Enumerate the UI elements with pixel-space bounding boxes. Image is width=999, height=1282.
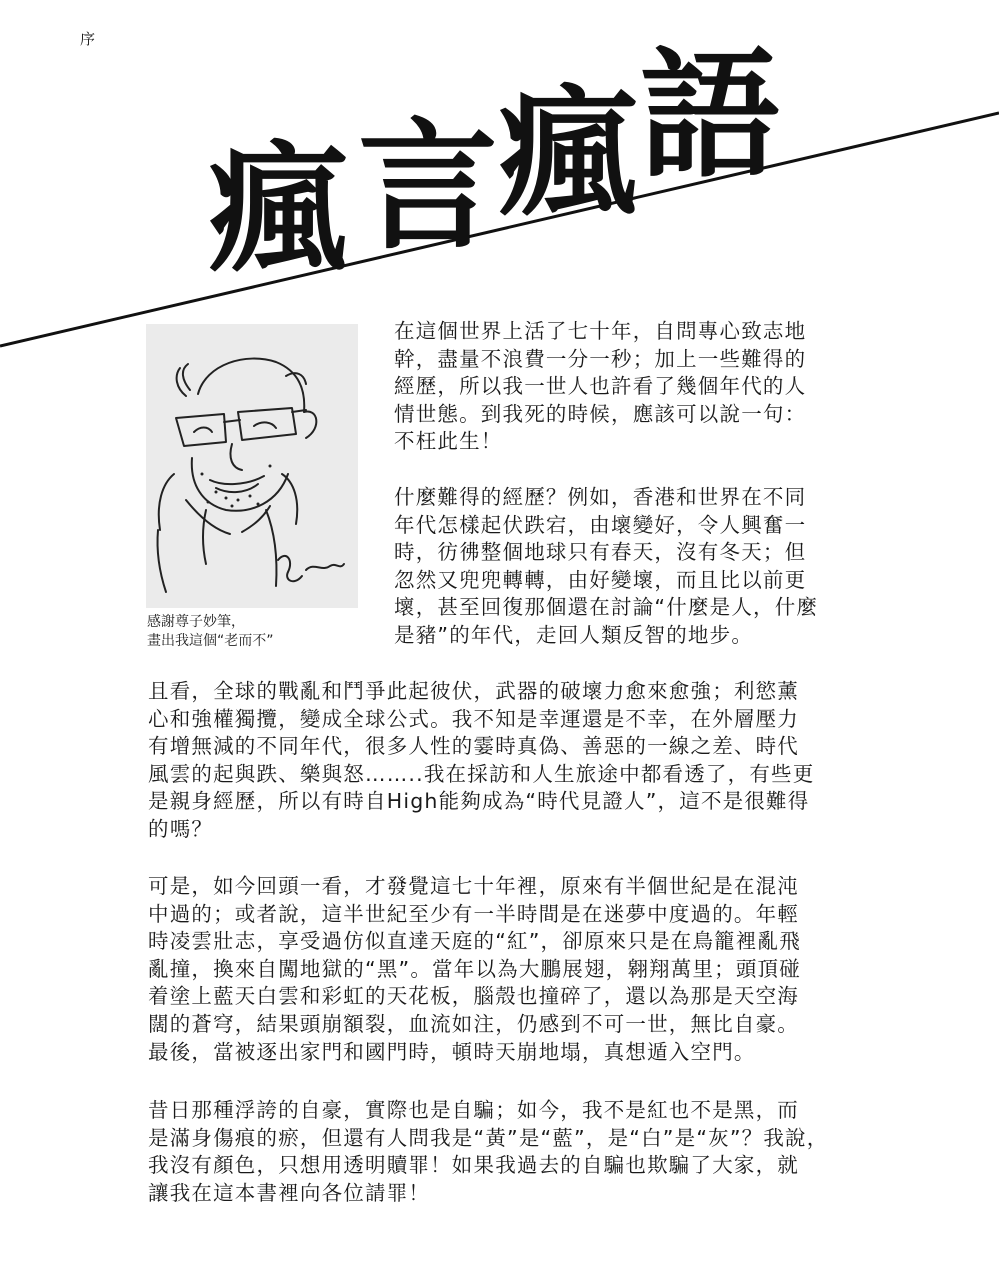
text-line: 壞，甚至回復那個還在討論“什麼是人，什麼 [394,595,819,620]
text-line: 時，彷彿整個地球只有春天，沒有冬天；但 [394,540,807,565]
text-line: 年代怎樣起伏跌宕，由壞變好，令人興奮一 [394,512,807,537]
text-line: 最後，當被逐出家門和國門時，頓時天崩地塌，真想遁入空門。 [148,1039,756,1064]
title-char-4: 語 [640,35,781,198]
text-line: 什麼難得的經歷？例如，香港和世界在不同 [394,485,807,509]
text-line: 幹，盡量不浪費一分一秒；加上一些難得的 [394,346,807,371]
text-line: 讓我在這本書裡向各位請罪！ [148,1180,431,1205]
caption-line: 畫出我這個“老而不” [147,633,274,649]
text-line: 是親身經歷，所以有時自High能夠成為“時代見證人”，這不是很難得 [148,789,810,814]
text-line: 是豬”的年代，走回人類反智的地步。 [394,622,754,647]
text-line: 的嗎？ [148,816,214,841]
text-line: 不枉此生！ [394,429,503,454]
title-char-1: 瘋 [208,129,349,292]
text-line: 情世態。到我死的時候，應該可以說一句： [394,401,807,426]
text-line: 心和強權獨攬，變成全球公式。我不知是幸運還是不幸，在外層壓力 [148,706,799,731]
text-line: 昔日那種浮誇的自豪，實際也是自騙；如今，我不是紅也不是黑，而 [148,1098,799,1122]
section-label: 序 [80,30,97,48]
text-line: 亂撞，換來自闖地獄的“黑”。當年以為大鵬展翅，翱翔萬里；頭頂碰 [148,956,801,981]
text-line: 時凌雲壯志，享受過仿似直達天庭的“紅”，卻原來只是在鳥籠裡亂飛 [148,929,801,954]
text-line: 風雲的起與跌、樂與怒……..我在採訪和人生旅途中都看透了，有些更 [148,761,815,786]
paragraph-2 [394,484,864,650]
text-line: 中過的；或者說，這半世紀至少有一半時間是在迷夢中度過的。年輕 [148,901,799,926]
text-line: 是滿身傷痕的瘀，但還有人問我是“黃”是“藍”，是“白”是“灰”？我說， [148,1125,829,1150]
text-line: 着塗上藍天白雲和彩虹的天花板，腦殼也撞碎了，還以為那是天空海 [148,984,799,1009]
paragraph-4 [148,873,868,1066]
paragraph-5 [148,1097,868,1207]
caption-line: 感謝尊子妙筆， [147,614,245,630]
portrait-sketch [146,324,358,608]
text-line: 忽然又兜兜轉轉，由好變壞，而且比以前更 [394,567,807,592]
text-line: 且看，全球的戰亂和鬥爭此起彼伏，武器的破壞力愈來愈強；利慾薰 [148,679,799,703]
title-char-2: 言 [358,106,499,269]
title-char-3: 瘋 [498,73,639,236]
text-line: 有增無減的不同年代，很多人性的霎時真偽、善惡的一線之差、時代 [148,734,799,759]
text-line: 在這個世界上活了七十年，自問專心致志地 [394,319,807,343]
paragraph-3 [148,678,868,844]
title-graphic [0,0,999,360]
portrait-caption [147,613,377,651]
text-line: 我沒有顏色，只想用透明贖罪！如果我過去的自騙也欺騙了大家，就 [148,1153,799,1178]
text-line: 經歷，所以我一世人也許看了幾個年代的人 [394,374,807,399]
portrait-sketch-drawing [146,324,358,608]
text-line: 可是，如今回頭一看，才發覺這七十年裡，原來有半個世紀是在混沌 [148,874,799,898]
paragraph-1 [394,318,864,456]
text-line: 闊的蒼穹，結果頭崩額裂，血流如注，仍感到不可一世，無比自豪。 [148,1011,799,1036]
